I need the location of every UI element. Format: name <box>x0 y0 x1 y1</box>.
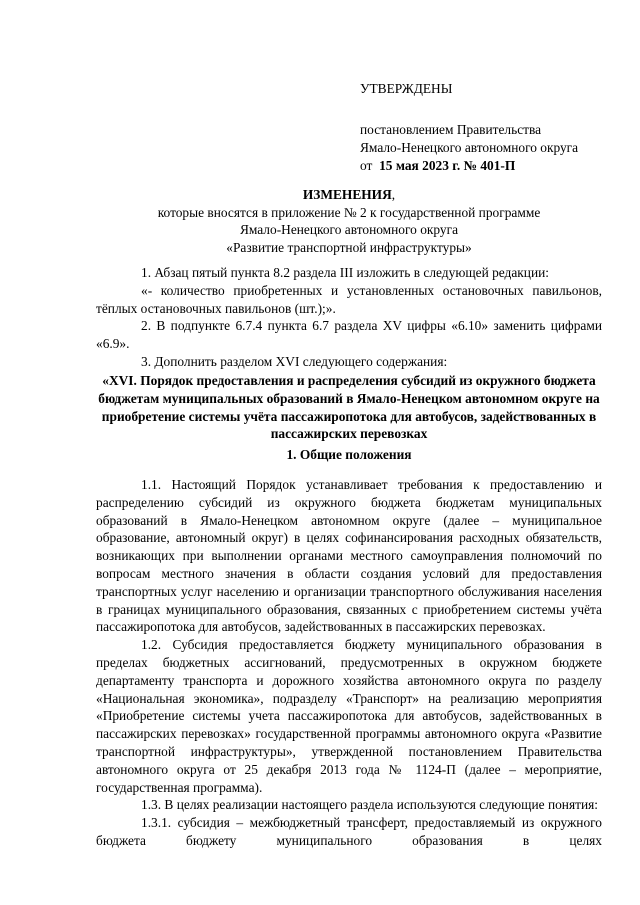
general-provisions <box>96 476 602 850</box>
title-line-1: которые вносятся в приложение № 2 к государственной программе <box>157 204 541 220</box>
changes-list <box>96 264 602 371</box>
subsection-heading-block <box>96 446 602 464</box>
change-item: 2. В подпункте 6.7.4 пункта 6.7 раздела XV цифры «6.10» заменить цифрами «6.9». <box>96 318 602 352</box>
approval-line-1: постановлением Правительства <box>360 122 542 137</box>
title-comma: , <box>391 187 396 202</box>
approval-heading: УТВЕРЖДЕНЫ <box>360 81 453 96</box>
paragraph: 1.2. Субсидия предоставляется бюджету муниципального образования в пределах бюджетных ассигнований, предусмотренных в окружном бюджете департаменту транспорта и дорожного хозяйства автономного округа по разделу «Национальная экономика», подразделу «Транспорт» на реализацию мероприятия «Приобретение системы учета пассажиропотока для автобусов, задействованных в пассажирских перевозках» государственной программы автономного округа «Развитие транспортной инфраструктуры», утвержденной постановлением Правительства автономного округа от 25 декабря 2013 года № 1124-П (далее – мероприятие, государственная программа). <box>96 637 602 795</box>
paragraph: 1.1. Настоящий Порядок устанавливает требования к предоставлению и распределению субсидий из окружного бюджета бюджетам муниципальных образований в Ямало-Ненецком автономном округе (далее – муниципальное образование, автономный округ) в целях софинансирования расходных обязательств, возникающих при выполнении органами местного самоуправления полномочий по вопросам местного значения в области создания условий для предоставления транспортных услуг населению и организации транспортного обслуживания населения в границах муниципального образования, связанных с приобретением системы учёта пассажиропотока для автобусов, задействованных в пассажирских перевозках. <box>96 477 602 635</box>
approval-date-prefix: от <box>360 158 373 173</box>
approval-line-2: Ямало-Ненецкого автономного округа <box>360 140 579 155</box>
change-item: 1. Абзац пятый пункта 8.2 раздела III изложить в следующей редакции: <box>141 265 550 280</box>
section-heading-block <box>96 372 602 443</box>
title-line-2: Ямало-Ненецкого автономного округа <box>239 222 459 237</box>
paragraph: 1.3. В целях реализации настоящего раздела используются следующие понятия: <box>141 797 599 813</box>
subsection-title: 1. Общие положения <box>286 447 412 462</box>
approval-date-line <box>360 157 620 175</box>
section-title: «XVI. Порядок предоставления и распределения субсидий из окружного бюджета бюджетам муниципальных образований в Ямало-Ненецком автономном округе на приобретение системы учёта пассажиропотока для автобусов, задействованных в пассажирских перевозках <box>98 373 600 442</box>
change-item: 3. Дополнить разделом XVI следующего содержания: <box>141 353 448 369</box>
title-heading: ИЗМЕНЕНИЯ <box>302 187 392 202</box>
title-line-3: «Развитие транспортной инфраструктуры» <box>226 239 472 255</box>
document-title <box>96 186 602 256</box>
change-item: «- количество приобретенных и установленных остановочных павильонов, тёплых остановочных павильонов (шт.);». <box>96 282 602 316</box>
approval-date-number: 15 мая 2023 г. № 401-П <box>379 158 516 173</box>
approval-block <box>360 80 620 175</box>
paragraph: 1.3.1. субсидия – межбюджетный трансферт, предоставляемый из окружного бюджета бюджету муниципального образования в целях <box>96 815 602 848</box>
